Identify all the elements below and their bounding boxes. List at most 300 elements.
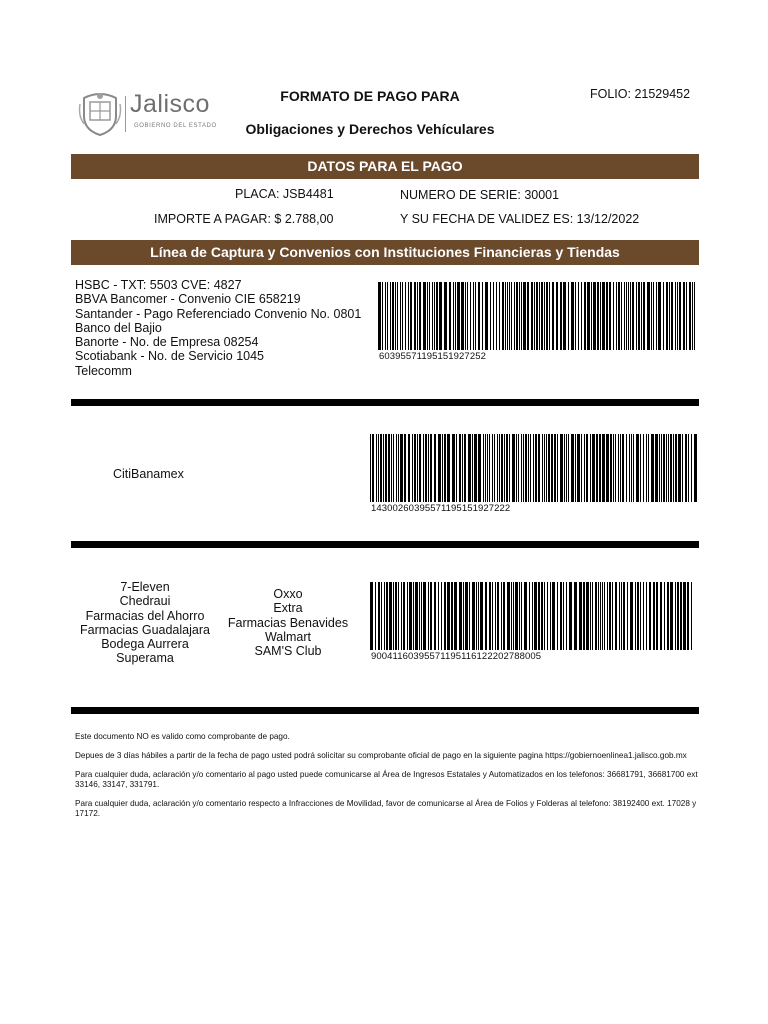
barcode-bar xyxy=(509,434,510,502)
barcode-bar xyxy=(427,282,428,350)
barcode-bar xyxy=(417,282,418,350)
barcode-bar xyxy=(656,582,658,650)
barcode-bar xyxy=(578,282,579,350)
barcode-bar xyxy=(385,434,387,502)
barcode-bar xyxy=(463,582,464,650)
barcode-bar xyxy=(423,434,424,502)
barcode-bar xyxy=(459,434,461,502)
barcode-bar xyxy=(661,434,662,502)
barcode-bar xyxy=(630,582,633,650)
barcode-bar xyxy=(533,434,534,502)
barcode-bar xyxy=(400,434,403,502)
barcode-bar xyxy=(551,434,553,502)
separator-3 xyxy=(71,707,699,714)
barcode-bar xyxy=(467,282,468,350)
barcode-bar xyxy=(516,434,517,502)
barcode-bar xyxy=(658,282,661,350)
barcode-bar xyxy=(465,582,468,650)
barcode-bar xyxy=(581,282,582,350)
barcode-bar xyxy=(503,582,505,650)
barcode-bar xyxy=(620,434,621,502)
barcode-bar xyxy=(452,434,455,502)
barcode-bar xyxy=(593,282,596,350)
barcode-bar xyxy=(400,282,401,350)
barcode-bar xyxy=(511,582,512,650)
barcode-bar xyxy=(473,282,474,350)
bank-item: HSBC - TXT: 5503 CVE: 4827 xyxy=(75,278,242,292)
logo-text: Jalisco xyxy=(130,90,210,118)
barcode-bar xyxy=(683,582,686,650)
barcode-bar xyxy=(685,434,687,502)
barcode-bar xyxy=(607,582,608,650)
barcode-bar xyxy=(492,434,493,502)
barcode-bar xyxy=(568,282,569,350)
barcode-bar xyxy=(534,282,535,350)
barcode-bar xyxy=(687,582,689,650)
store-item: Farmacias del Ahorro xyxy=(85,608,205,623)
barcode-bar xyxy=(538,434,540,502)
barcode-bar xyxy=(618,434,619,502)
barcode-bar xyxy=(425,434,427,502)
importe-field: IMPORTE A PAGAR: $ 2.788,00 xyxy=(154,212,334,226)
barcode-bar xyxy=(643,582,644,650)
barcode-bar xyxy=(507,582,510,650)
barcode-bar xyxy=(597,282,599,350)
store-item: Superama xyxy=(116,651,174,666)
barcode-bar xyxy=(546,282,548,350)
barcode-bar xyxy=(552,282,554,350)
footer-note: Para cualquier duda, aclaración y/o comentario al pago usted puede comunicarse al Área de Ingresos Estatales y Automatizados en los telefonos: 36681791, 36681700 ext 33146, 33147, 331791. xyxy=(75,770,698,789)
barcode-bar xyxy=(610,434,612,502)
barcode-bar xyxy=(649,582,651,650)
barcode-bar xyxy=(638,282,640,350)
store-item: SAM'S Club xyxy=(254,644,322,659)
barcode-bar xyxy=(497,582,499,650)
barcode-bar xyxy=(403,582,405,650)
barcode-bar xyxy=(494,434,495,502)
barcode-bar xyxy=(415,582,418,650)
barcode-bar xyxy=(496,282,497,350)
barcode-bar xyxy=(622,434,624,502)
capture-line-band: Línea de Captura y Convenios con Instituciones Financieras y Tiendas xyxy=(71,240,699,265)
barcode-bar xyxy=(592,582,593,650)
barcode-bar xyxy=(544,434,545,502)
barcode-bar xyxy=(408,434,410,502)
barcode-bar xyxy=(532,582,533,650)
barcode-bar xyxy=(554,434,556,502)
barcode-bar xyxy=(563,582,564,650)
barcode-bar xyxy=(651,282,652,350)
barcode-bar xyxy=(560,282,562,350)
footer-note: Para cualquier duda, aclaración y/o comentario respecto a Infracciones de Movilidad, favor de comunicarse al Área de Folios y Folderas al telefono: 38192400 ext. 17028 y 17172. xyxy=(75,799,697,818)
barcode-bar xyxy=(544,282,545,350)
barcode-1-number: 603955711951519272​52 xyxy=(379,351,486,362)
barcode-bar xyxy=(472,434,473,502)
store-item: Walmart xyxy=(264,629,312,644)
barcode-bar xyxy=(401,582,402,650)
barcode-bar xyxy=(395,282,396,350)
barcode-bar xyxy=(396,434,397,502)
barcode-bar xyxy=(378,582,380,650)
barcode-bar xyxy=(370,434,371,502)
bank-item: Scotiabank - No. de Servicio 1045 xyxy=(75,349,264,364)
barcode-bar xyxy=(459,582,462,650)
barcode-bar xyxy=(600,282,601,350)
barcode-bar xyxy=(564,434,565,502)
barcode-bar xyxy=(474,434,477,502)
barcode-bar xyxy=(487,434,488,502)
store-item: Bodega Aurrera xyxy=(101,637,189,652)
barcode-bar xyxy=(428,434,429,502)
barcode-bar xyxy=(692,282,693,350)
barcode-bar xyxy=(410,282,412,350)
payment-data-band: DATOS PARA EL PAGO xyxy=(71,154,699,179)
barcode-bar xyxy=(624,282,625,350)
barcode-bar xyxy=(538,582,540,650)
barcode-bar xyxy=(530,434,531,502)
barcode-bar xyxy=(550,582,551,650)
barcode-bar xyxy=(489,582,491,650)
barcode-bar xyxy=(584,282,586,350)
barcode-bar xyxy=(512,434,515,502)
separator-2 xyxy=(71,541,699,548)
barcode-bar xyxy=(390,282,391,350)
barcode-bar xyxy=(581,434,582,502)
barcode-bar xyxy=(408,282,409,350)
barcode-bar xyxy=(527,282,529,350)
barcode-bar xyxy=(389,582,392,650)
barcode-bar xyxy=(600,582,601,650)
bank-item: Santander - Pago Referenciado Convenio No. 0801 xyxy=(75,306,362,321)
barcode-bar xyxy=(635,582,636,650)
barcode-bar xyxy=(606,434,609,502)
barcode-bar xyxy=(529,582,530,650)
store-item: Farmacias Guadalajara xyxy=(80,622,210,637)
barcode-bar xyxy=(380,434,382,502)
barcode-bar xyxy=(393,434,394,502)
barcode-bar xyxy=(682,434,683,502)
barcode-bar xyxy=(429,282,430,350)
barcode-bar xyxy=(571,434,574,502)
barcode-bar xyxy=(385,282,386,350)
barcode-bar xyxy=(392,282,394,350)
logo-divider xyxy=(125,96,126,132)
barcode-bar xyxy=(575,282,576,350)
barcode-bar xyxy=(602,582,603,650)
barcode-bar xyxy=(524,582,527,650)
barcode-bar xyxy=(502,282,504,350)
barcode-bar xyxy=(409,582,412,650)
barcode-bar xyxy=(612,582,613,650)
barcode-bar xyxy=(523,282,526,350)
barcode-bar xyxy=(469,582,470,650)
barcode-bar xyxy=(616,282,617,350)
barcode-bar xyxy=(631,434,632,502)
barcode-bar xyxy=(501,582,502,650)
barcode-bar xyxy=(618,282,620,350)
barcode-bar xyxy=(528,434,529,502)
stores-list-left xyxy=(70,580,220,666)
barcode-bar xyxy=(574,582,577,650)
barcode-bar xyxy=(457,282,460,350)
bank-item: BBVA Bancomer - Convenio CIE 658219 xyxy=(75,292,301,307)
barcode-bar xyxy=(444,582,446,650)
stores-list-right xyxy=(220,587,356,658)
barcode-bar xyxy=(493,282,494,350)
barcode-bar xyxy=(388,434,390,502)
barcode-bar xyxy=(552,582,555,650)
footer-note: Depues de 3 días hábiles a partir de la fecha de pago usted podrá solicitar su comprobante oficial de pago en la siguiente pagina https://gobiernoenlinea1.jalisco.gob.mx xyxy=(75,751,687,760)
barcode-bar xyxy=(419,582,420,650)
barcode-bar xyxy=(636,282,637,350)
barcode-bar xyxy=(393,582,394,650)
barcode-bar xyxy=(613,282,614,350)
barcode-bar xyxy=(378,434,379,502)
barcode-bar xyxy=(432,282,433,350)
barcode-bar xyxy=(413,582,414,650)
barcode-bar xyxy=(419,282,421,350)
barcode-bar xyxy=(590,434,591,502)
barcode-bar xyxy=(541,582,543,650)
barcode-bar xyxy=(395,582,397,650)
barcode-bar xyxy=(514,282,515,350)
barcode-bar xyxy=(584,434,585,502)
barcode-bar xyxy=(637,582,639,650)
barcode-bar xyxy=(560,434,563,502)
barcode-bar xyxy=(628,282,629,350)
barcode-bar xyxy=(476,582,477,650)
barcode-bar xyxy=(519,582,520,650)
barcode-bar xyxy=(423,282,426,350)
barcode-bar xyxy=(521,582,522,650)
barcode-bar xyxy=(535,434,537,502)
barcode-bar xyxy=(492,582,493,650)
barcode-bar xyxy=(609,582,611,650)
barcode-bar xyxy=(423,582,426,650)
barcode-bar xyxy=(643,434,644,502)
barcode-bar xyxy=(626,282,627,350)
barcode-bar xyxy=(516,282,518,350)
barcode-bar xyxy=(691,434,692,502)
barcode-bar xyxy=(602,434,605,502)
barcode-bar xyxy=(627,582,628,650)
barcode-bar xyxy=(421,582,422,650)
barcode-3-number: 900411603955711951161222027880​05 xyxy=(371,651,542,662)
barcode-bar xyxy=(523,434,524,502)
barcode-bar xyxy=(525,434,527,502)
barcode-bar xyxy=(434,282,435,350)
barcode-bar xyxy=(599,434,601,502)
barcode-bar xyxy=(454,582,457,650)
barcode-bar xyxy=(453,282,454,350)
barcode-bar xyxy=(449,282,451,350)
barcode-bar xyxy=(595,582,597,650)
barcode-bar xyxy=(669,282,670,350)
barcode-bar xyxy=(666,434,667,502)
barcode-bar xyxy=(590,582,591,650)
barcode-bar xyxy=(405,282,406,350)
barcode-bar xyxy=(511,282,512,350)
barcode-bar xyxy=(586,434,588,502)
store-item: 7-Eleven xyxy=(120,580,170,594)
barcode-bar xyxy=(381,582,382,650)
barcode-bar xyxy=(417,434,418,502)
barcode-bar xyxy=(643,282,645,350)
barcode-bar xyxy=(542,434,543,502)
store-item: Farmacias Benavides xyxy=(227,615,349,630)
barcode-bar xyxy=(632,282,634,350)
barcode-bar xyxy=(680,582,682,650)
barcode-bar xyxy=(655,434,658,502)
barcode-bar xyxy=(464,434,466,502)
barcode-bar xyxy=(478,582,479,650)
barcode-bar xyxy=(465,282,466,350)
barcode-bar xyxy=(534,582,537,650)
barcode-bar xyxy=(414,282,416,350)
barcode-bar xyxy=(397,282,398,350)
barcode-bar xyxy=(679,282,681,350)
barcode-bar xyxy=(447,582,450,650)
barcode-bar xyxy=(651,434,654,502)
barcode-bar xyxy=(438,582,439,650)
barcode-bar xyxy=(480,582,483,650)
barcode-bar xyxy=(483,434,484,502)
barcode-bar xyxy=(675,582,676,650)
serie-field: NUMERO DE SERIE: 30001 xyxy=(400,188,560,202)
barcode-bar xyxy=(384,582,385,650)
barcode-bar xyxy=(583,582,585,650)
barcode-bar xyxy=(602,282,605,350)
barcode-bar xyxy=(621,582,622,650)
barcode-bar xyxy=(630,282,631,350)
barcode-bar xyxy=(485,582,487,650)
footer-notes xyxy=(75,732,705,819)
barcode-bar xyxy=(478,434,481,502)
placa-field: PLACA: JSB4481 xyxy=(235,187,334,201)
barcode-bar xyxy=(531,282,533,350)
barcode-bar xyxy=(482,282,483,350)
barcode-bar xyxy=(556,282,558,350)
barcode-bar xyxy=(609,282,611,350)
barcode-bar xyxy=(438,434,441,502)
barcode-bar xyxy=(378,282,381,350)
barcode-bar xyxy=(404,434,406,502)
citibanamex-label: CitiBanamex xyxy=(113,467,184,481)
barcode-bar xyxy=(519,282,520,350)
barcode-bar xyxy=(691,582,692,650)
barcode-bar xyxy=(569,582,572,650)
barcode-bar xyxy=(370,582,373,650)
barcode-bar xyxy=(577,434,580,502)
barcode-bar xyxy=(641,282,642,350)
barcode-bar xyxy=(544,582,545,650)
barcode-bar xyxy=(382,282,383,350)
barcode-bar xyxy=(571,282,574,350)
barcode-bar xyxy=(664,582,665,650)
barcode-bar xyxy=(656,282,657,350)
store-item: Oxxo xyxy=(273,587,303,601)
barcode-bar xyxy=(376,434,377,502)
barcode-bar xyxy=(485,434,486,502)
barcode-bar xyxy=(615,434,616,502)
barcode-bar xyxy=(436,282,438,350)
barcode-bar xyxy=(646,434,647,502)
barcode-bar xyxy=(504,434,505,502)
barcode-bar xyxy=(447,434,450,502)
barcode-bar xyxy=(419,434,421,502)
barcode-bar xyxy=(666,282,668,350)
jalisco-logo xyxy=(78,90,218,138)
bank-list xyxy=(75,278,361,378)
barcode-bar xyxy=(659,434,660,502)
barcode-bar xyxy=(547,582,548,650)
barcode-bar xyxy=(598,582,599,650)
barcode-bar xyxy=(386,582,388,650)
barcode-bar xyxy=(678,434,681,502)
barcode-bar xyxy=(648,434,649,502)
barcode-bar xyxy=(455,282,456,350)
barcode-bar xyxy=(653,282,654,350)
barcode-bar xyxy=(521,282,522,350)
barcode-bar xyxy=(391,434,392,502)
barcode-bar xyxy=(636,434,639,502)
barcode-bar xyxy=(497,434,498,502)
barcode-bar xyxy=(694,434,697,502)
document-subtitle: Obligaciones y Derechos Vehículares xyxy=(245,121,495,137)
barcode-bar xyxy=(677,282,678,350)
barcode-bar xyxy=(402,282,403,350)
barcode-bar xyxy=(579,582,582,650)
barcode-2-number: 143002603955711951519272​22 xyxy=(371,503,511,514)
barcode-bar xyxy=(615,582,617,650)
barcode-bar xyxy=(668,434,669,502)
footer-note: Este documento NO es valido como comprobante de pago. xyxy=(75,732,290,741)
barcode-bar xyxy=(633,434,634,502)
barcode-bar xyxy=(444,434,446,502)
bank-item: Banorte - No. de Empresa 08254 xyxy=(75,335,259,350)
barcode-bar xyxy=(592,434,595,502)
barcode-bar xyxy=(468,434,471,502)
barcode-bar xyxy=(456,434,457,502)
barcode-bar xyxy=(372,434,374,502)
barcode-bar xyxy=(689,282,691,350)
barcode-bar xyxy=(549,282,550,350)
barcode-bar xyxy=(563,282,566,350)
barcode-bar xyxy=(626,434,627,502)
barcode-bar xyxy=(470,282,471,350)
separator-1 xyxy=(71,399,699,406)
barcode-bar xyxy=(398,434,399,502)
barcode-bar xyxy=(478,282,480,350)
barcode-bar xyxy=(548,434,550,502)
barcode-bar xyxy=(671,282,673,350)
store-item: Extra xyxy=(273,601,303,616)
logo-subtext: GOBIERNO DEL ESTADO xyxy=(134,123,217,129)
barcode-bar xyxy=(521,434,522,502)
barcode-bar xyxy=(586,582,589,650)
barcode-bar xyxy=(375,582,376,650)
barcode-bar xyxy=(557,434,558,502)
barcode-bar xyxy=(596,434,598,502)
barcode-bar xyxy=(499,434,500,502)
barcode-bar xyxy=(557,582,558,650)
barcode-bar xyxy=(667,582,669,650)
barcode-bar xyxy=(653,582,655,650)
barcode-bar xyxy=(490,282,491,350)
barcode-1 xyxy=(378,282,696,350)
bank-item: Telecomm xyxy=(75,363,132,378)
barcode-bar xyxy=(509,282,510,350)
